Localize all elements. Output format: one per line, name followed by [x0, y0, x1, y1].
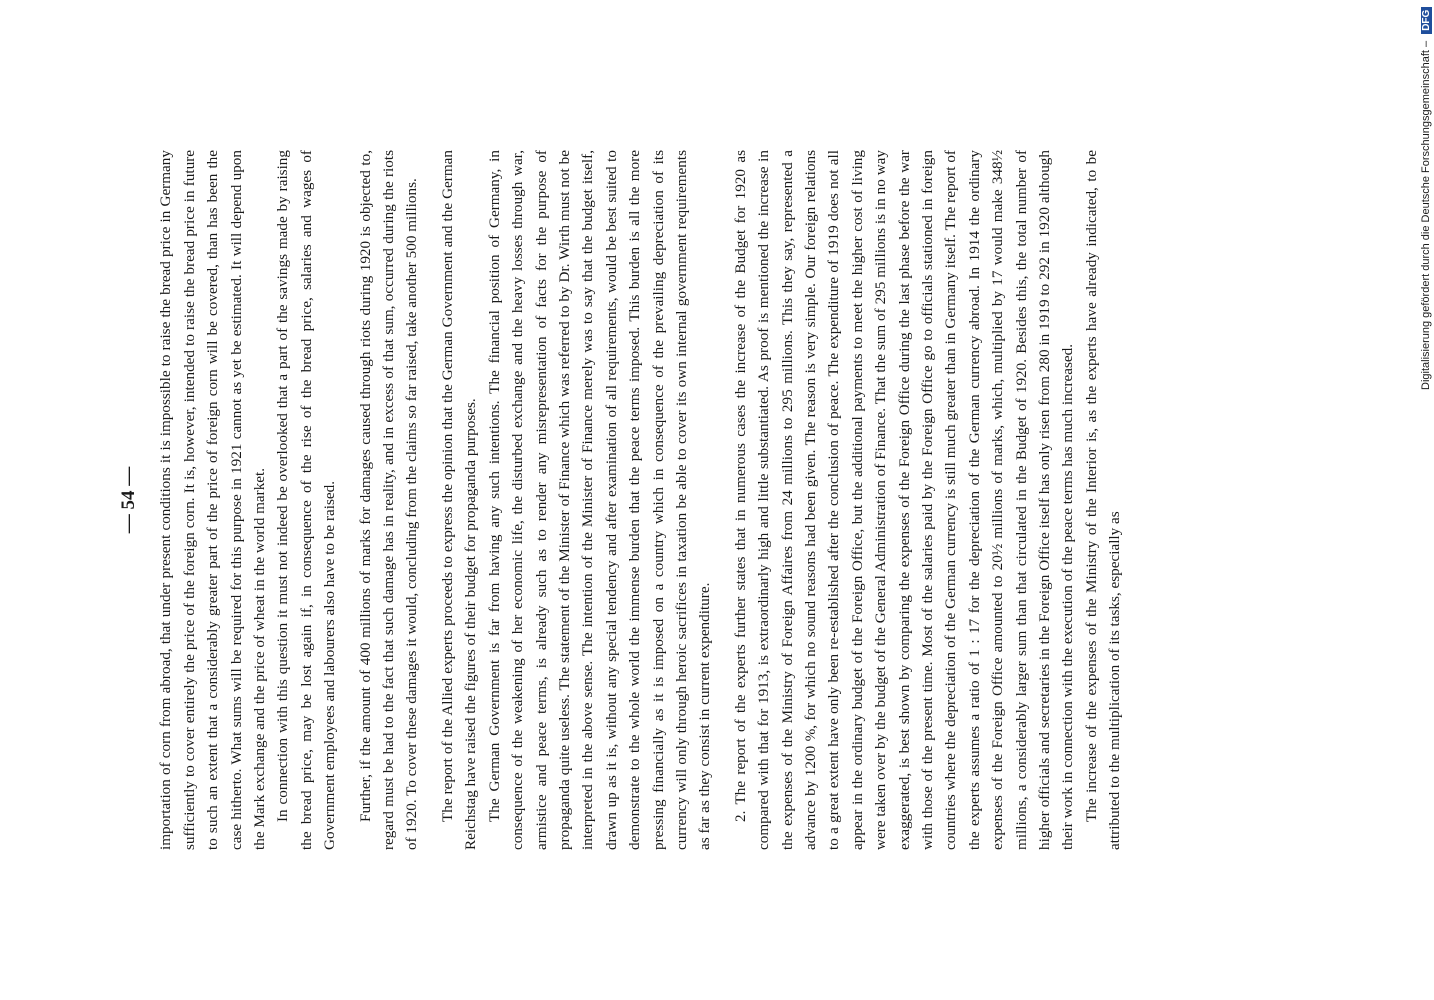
document-page [117, 150, 1317, 850]
credit-text: Digitalisierung gefördert durch die Deutsche Forschungsgemeinschaft – [1420, 40, 1432, 390]
dfg-logo-icon: DFG [1421, 7, 1432, 34]
page-number: — 54 — [118, 466, 139, 534]
paragraph: The German Government is far from having any such intentions. The financial position of Germany, in consequence of the weakening of her economic life, the disturbed exchange and the heavy losses through war, armistice and peace terms, is already such as to render any misrepresentation of facts for the purpose of propaganda quite useless. The statement of the Minister of Finance which was referred to by Dr. Wirth must not be interpreted in the above sense. The intention of the Minister of Finance merely was to say that the budget itself, drawn up as it is, without any special tendency and after examination of all requirements, would be best suited to demonstrate to the whole world the immense burden that the peace terms imposed. This burden is all the more pressing financially as it is imposed on a country which in consequence of the prevailing depreciation of its currency will only through heroic sacrifices in taxation be able to cover its own internal government requirements as far as they consist in current expenditure. [485, 150, 714, 850]
paragraph: 2. The report of the experts further states that in numerous cases the increase of the Budget for 1920 as compared with that for 1913, is extraordinarly high and little substantiated. As proof is mentioned the increase in the expenses of the Ministry of Foreign Affaires from 24 millions to 295 millions. This they say, represented a advance by 1200 %, for which no sound reasons had been given. The reason is very simple. Our foreign relations to a great extent have only been re-established after the conclusion of peace. The expenditure of 1919 does not all appear in the ordinary budget of the Foreign Office, but the additional payments to meet the higher cost of living were taken over by the budget of the General Administration of Finance. That the sum of 295 millions is in no way exaggerated, is best shown by comparing the expenses of the Foreign Office during the last phase before the war with those of the present time. Most of the salaries paid by the Foreign Office go to officials stationed in foreign countries where the depreciation of the German currency is still much greater than in Germany itself. The report of the experts assumes a ratio of 1 : 17 for the depreciation of the German currency abroad. In 1914 the ordinary expenses of the Foreign Office amounted to 20½ millions of marks, which, multiplied by 17 would make 348½ millions, a considerably larger sum than that circulated in the Budget of 1920. Besides this, the total number of higher officials and secretaries in the Foreign Office itself has only risen from 280 in 1919 to 292 in 1920 although their work in connection with the execution of the peace terms has much increased. [731, 150, 1077, 850]
page-body [117, 150, 1127, 850]
paragraph: In connection with this question it must not indeed be overlooked that a part of the savings made by raising the bread price, may be lost again if, in consequence of the rise of the bread price, salaries and wages of Government employees and labourers also have to be raised. [274, 150, 339, 850]
paragraph: importation of corn from abroad, that under present conditions it is impossible to raise the bread price in Germany sufficiently to cover entirely the price of the foreign corn. It is, however, intended to raise the bread price in future to such an extent that a considerably greater part of the price of foreign corn will be covered, than has been the case hitherto. What sums will be required for this purpose in 1921 cannot as yet be estimated. It will depend upon the Mark exchange and the price of wheat in the world market. [157, 150, 269, 850]
paragraph: The increase of the expenses of the Ministry of the Interior is, as the experts have already indicated, to be attributed to the multiplication of its tasks, especially as [1082, 150, 1124, 850]
paragraph: The report of the Allied experts proceeds to express the opinion that the German Government and the German Reichstag have raised the figures of their budget for propaganda purposes. [438, 150, 480, 850]
paragraph: Further, if the amount of 400 millions of marks for damages caused through riots during 1920 is objected to, regard must be had to the fact that such damage has in reality, and in excess of that sum, occurred during the riots of 1920. To cover these damages it would, concluding from the claims so far raised, take another 500 millions. [356, 150, 421, 850]
digitization-credit [1420, 10, 1432, 390]
